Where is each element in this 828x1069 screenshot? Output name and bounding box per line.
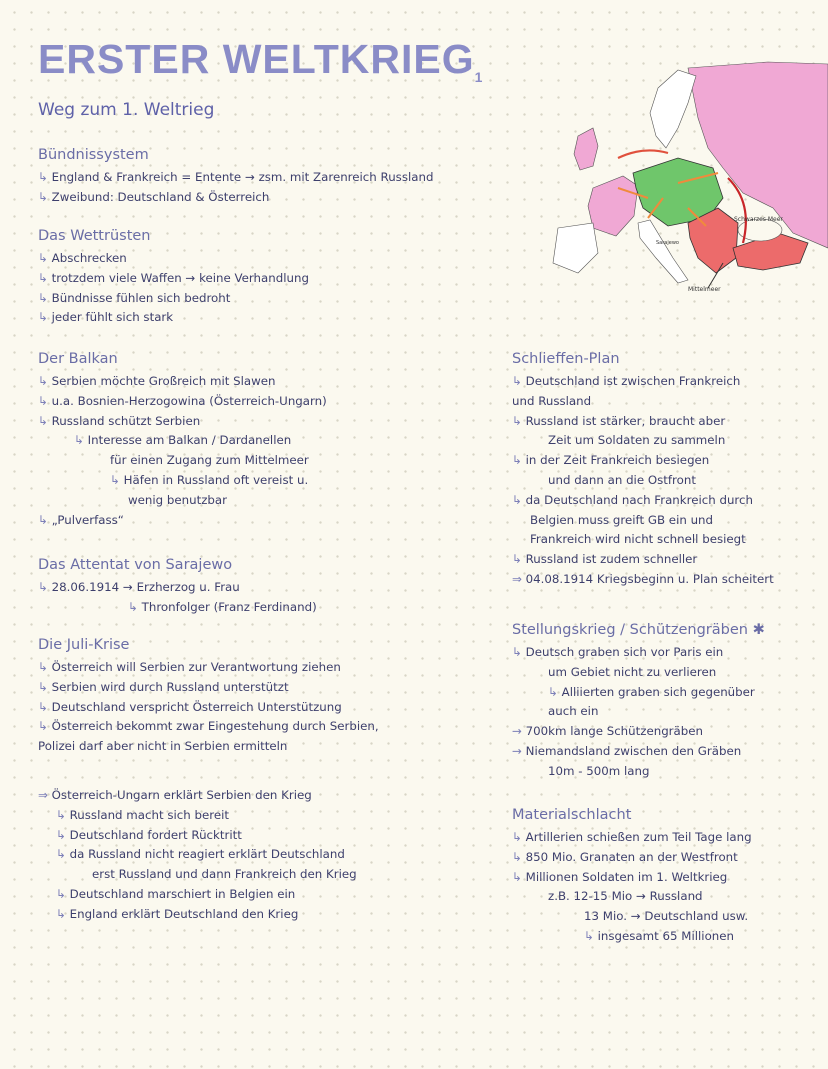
- section-attentat: [38, 555, 317, 618]
- note-line: ↳ Deutschland verspricht Österreich Unterstützung: [38, 698, 379, 718]
- map-label-sea: Schwarzes Meer: [734, 216, 783, 223]
- note-line: ↳ da Russland nicht reagiert erklärt Deutschland: [38, 845, 357, 865]
- note-line: ↳ Österreich will Serbien zur Verantwortung ziehen: [38, 658, 379, 678]
- note-line: ↳ in der Zeit Frankreich besiegen: [512, 451, 774, 471]
- page-subtitle: Weg zum 1. Weltrieg: [38, 100, 215, 120]
- note-line: ↳ Serbien wird durch Russland unterstützt: [38, 678, 379, 698]
- star-mark: ✱: [752, 622, 765, 638]
- note-line: ↳ Interesse am Balkan / Dardanellen: [38, 431, 327, 451]
- section-schlieffen-plan: [512, 349, 774, 590]
- note-line: wenig benutzbar: [128, 492, 227, 507]
- map-label-med: Mittelmeer: [688, 286, 721, 293]
- section-heading: Das Attentat von Sarajewo: [38, 557, 233, 573]
- note-line: Belgien muss greift GB ein und: [530, 512, 714, 527]
- section-materialschlacht: [512, 805, 752, 947]
- note-line: auch ein: [548, 704, 599, 719]
- note-line: ↳ Häfen in Russland oft vereist u.: [38, 471, 327, 491]
- note-line: ↳ jeder fühlt sich stark: [38, 308, 309, 328]
- note-line: ↳ Alliierten graben sich gegenüber: [512, 683, 765, 703]
- note-line: ↳ Russland ist stärker, braucht aber: [512, 412, 774, 432]
- note-line: ↳ „Pulverfass“: [38, 511, 327, 531]
- note-line: ↳ England erklärt Deutschland den Krieg: [38, 905, 357, 925]
- map-region-scandinavia: [650, 70, 696, 148]
- note-line: 13 Mio. → Deutschland usw.: [584, 909, 749, 924]
- note-line: ↳ Deutsch graben sich vor Paris ein: [512, 643, 765, 663]
- section-stellungskrieg: [512, 620, 765, 782]
- section-heading: Das Wettrüsten: [38, 228, 151, 244]
- note-line: → Niemandsland zwischen den Gräben: [512, 742, 765, 762]
- section-heading-text: Stellungskrieg / Schützengräben: [512, 622, 748, 638]
- note-line: ↳ Thronfolger (Franz Ferdinand): [38, 598, 317, 618]
- note-line: und dann an die Ostfront: [548, 472, 696, 487]
- note-line: ↳ trotzdem viele Waffen → keine Verhandlung: [38, 269, 309, 289]
- note-line: → 700km lange Schützengräben: [512, 722, 765, 742]
- note-line: Polizei darf aber nicht in Serbien ermitteln: [38, 739, 288, 754]
- page-title: [38, 36, 483, 85]
- section-heading: Materialschlacht: [512, 807, 632, 823]
- note-line: ↳ Russland ist zudem schneller: [512, 550, 774, 570]
- note-line: und Russland: [512, 393, 592, 408]
- section-heading: Schlieffen-Plan: [512, 351, 620, 367]
- section-balkan: [38, 349, 327, 530]
- note-line: ↳ insgesamt 65 Millionen: [512, 927, 752, 947]
- note-line: 10m - 500m lang: [548, 763, 650, 778]
- note-line: für einen Zugang zum Mittelmeer: [110, 453, 309, 468]
- note-line: ↳ Millionen Soldaten im 1. Weltkrieg: [512, 868, 752, 888]
- note-line: ↳ Russland macht sich bereit: [38, 806, 357, 826]
- map-region-italy: [638, 220, 688, 283]
- section-heading: Die Juli-Krise: [38, 637, 130, 653]
- note-line: ↳ Deutschland fordert Rücktritt: [38, 826, 357, 846]
- note-line: Zeit um Soldaten zu sammeln: [548, 433, 726, 448]
- note-line: Frankreich wird nicht schnell besiegt: [530, 532, 746, 547]
- map-region-iberia: [553, 223, 598, 273]
- map-arrow: [618, 150, 668, 158]
- note-line: ⇒ Österreich-Ungarn erklärt Serbien den Krieg: [38, 786, 357, 806]
- map-region-uk: [574, 128, 598, 170]
- note-line: ↳ Deutschland marschiert in Belgien ein: [38, 885, 357, 905]
- note-line: ↳ Russland schützt Serbien: [38, 412, 327, 432]
- note-line: ↳ Deutschland ist zwischen Frankreich: [512, 372, 774, 392]
- section-juli-krise: [38, 635, 379, 757]
- note-line: ↳ u.a. Bosnien-Herzogowina (Österreich-Ungarn): [38, 392, 327, 412]
- note-line: ↳ Abschrecken: [38, 249, 309, 269]
- note-line: um Gebiet nicht zu verlieren: [548, 664, 717, 679]
- note-line: erst Russland und dann Frankreich den Krieg: [92, 867, 357, 882]
- note-line: ↳ Österreich bekommt zwar Eingestehung durch Serbien,: [38, 717, 379, 737]
- note-line: ↳ England & Frankreich = Entente → zsm. mit Zarenreich Russland: [38, 168, 433, 188]
- note-line: ↳ 28.06.1914 → Erzherzog u. Frau: [38, 578, 317, 598]
- map-label-balkan: Sarajewo: [656, 240, 679, 246]
- section-heading: [512, 620, 765, 640]
- map-region-france: [588, 176, 638, 236]
- title-mark: 1: [474, 69, 484, 86]
- note-line: ⇒ 04.08.1914 Kriegsbeginn u. Plan scheitert: [512, 570, 774, 590]
- note-line: ↳ da Deutschland nach Frankreich durch: [512, 491, 774, 511]
- note-line: ↳ Bündnisse fühlen sich bedroht: [38, 289, 309, 309]
- section-heading: Der Balkan: [38, 351, 118, 367]
- note-line: z.B. 12-15 Mio → Russland: [548, 889, 703, 904]
- note-line: ↳ Artillerien schießen zum Teil Tage lang: [512, 828, 752, 848]
- note-line: ↳ Zweibund: Deutschland & Österreich: [38, 188, 433, 208]
- section-wettruesten: [38, 226, 309, 328]
- note-line: ↳ 850 Mio. Granaten an der Westfront: [512, 848, 752, 868]
- section-kriegserklaerung: [38, 786, 357, 925]
- note-line: ↳ Serbien möchte Großreich mit Slawen: [38, 372, 327, 392]
- section-heading: Bündnissystem: [38, 147, 149, 163]
- europe-map: [538, 58, 828, 298]
- section-buendnissystem: [38, 145, 433, 208]
- title-text: ERSTER WELTKRIEG: [38, 36, 475, 82]
